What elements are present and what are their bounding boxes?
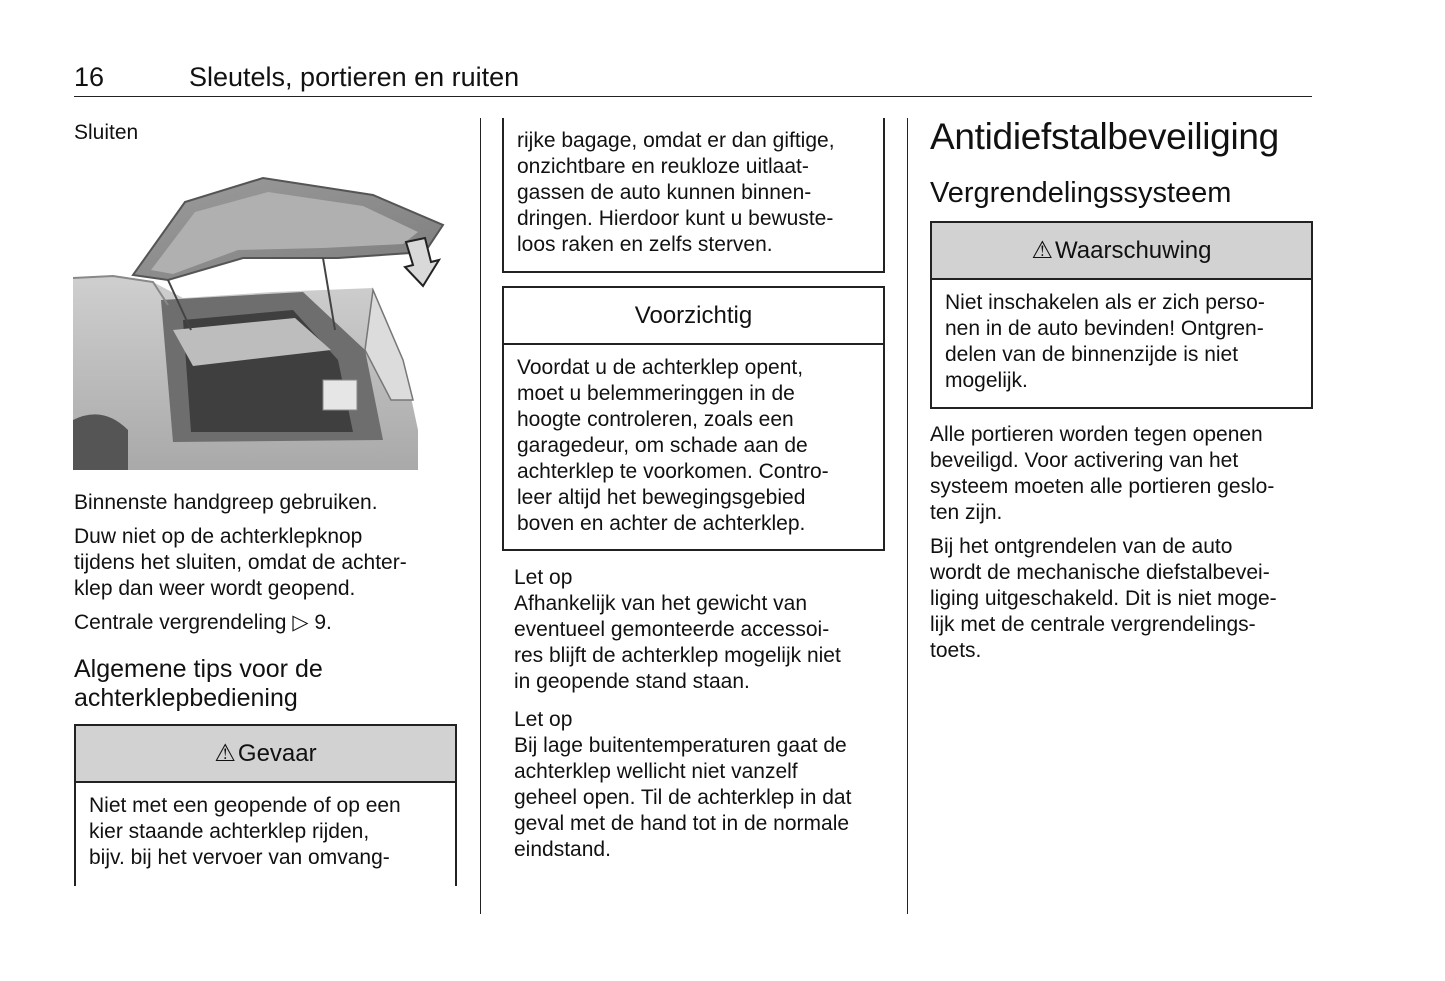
caution-box-title: Voorzichtig [634,301,753,329]
text-line: dringen. Hierdoor kunt u bewuste- [517,207,834,230]
danger-box-text [76,783,455,871]
text-line: mogelijk. [945,369,1028,392]
text-line: kier staande achterklep rijden, [89,820,370,843]
text-line: achterklep wellicht niet vanzelf [514,760,798,783]
warning-box-text [932,280,1311,394]
text-line: Alle portieren worden tegen openen [930,423,1263,446]
text-line: boven en achter de achterklep. [517,512,806,535]
warning-triangle-icon: ⚠ [1031,237,1053,264]
text-line: beveiligd. Voor activering van het [930,449,1239,472]
note-1 [514,565,899,695]
text-line: leer altijd het bewegingsgebied [517,486,806,509]
text-line: systeem moeten alle portieren geslo- [930,475,1275,498]
text-line: tijdens het sluiten, omdat de achter- [74,551,407,574]
heading-line: achterklepbediening [74,684,298,712]
caution-box-header [504,288,883,345]
chapter-title: Sleutels, portieren en ruiten [189,62,520,92]
tailgate-illustration [73,170,451,470]
paragraph-inner-handle: Binnenste handgreep gebruiken. [74,491,378,514]
text-line: Bij lage buitentemperaturen gaat de [514,734,847,757]
text-line: nen in de auto bevinden! Ontgren- [945,317,1264,340]
note-2 [514,707,899,863]
header-rule [74,96,1312,97]
text-line: bijv. bij het vervoer van omvang- [89,846,390,869]
text-line: onzichtbare en reukloze uitlaat- [517,155,809,178]
text-line: Voordat u de achterklep opent, [517,356,804,379]
paragraph-do-not-push [74,524,464,602]
heading-line: Algemene tips voor de [74,655,323,683]
text-line: geval met de hand tot in de normale [514,812,850,835]
warning-triangle-icon: ⚠ [214,740,236,767]
danger-box-continued [502,118,885,273]
section-heading-tips [74,655,464,713]
text-line: lijk met de centrale vergrendelings- [930,613,1256,636]
text-line: in geopende stand staan. [514,670,750,693]
danger-box [74,724,457,886]
text-line: liging uitgeschakeld. Dit is niet moge- [930,587,1277,610]
text-line: achterklep te voorkomen. Contro- [517,460,829,483]
caution-box-text [504,345,883,537]
column-divider-2 [907,118,908,914]
text-line: ten zijn. [930,501,1003,524]
note-title: Let op [514,566,573,589]
text-line: eindstand. [514,838,611,861]
text-line: gassen de auto kunnen binnen- [517,181,812,204]
paragraph-unlocking [930,534,1320,664]
text-line: toets. [930,639,982,662]
danger-box-title: Gevaar [237,739,317,767]
text-line: klep dan weer wordt geopend. [74,577,356,600]
text-line: Bij het ontgrendelen van de auto [930,535,1233,558]
warning-box-title: Waarschuwing [1055,236,1212,264]
section-title-anti-theft: Antidiefstalbeveiliging [930,116,1279,157]
paragraph-all-doors-secured [930,422,1320,526]
text-line: eventueel gemonteerde accessoi- [514,618,830,641]
page-number: 16 [74,62,105,92]
text-line: moet u belemmeringgen in de [517,382,795,405]
text-line: garagedeur, om schade aan de [517,434,808,457]
text-line: res blijft de achterklep mogelijk niet [514,644,841,667]
page-reference-arrow-icon: ▷ [292,611,309,634]
text-line: Centrale vergrendeling [74,611,287,634]
danger-box-continued-text [504,118,883,258]
paragraph-central-locking [74,610,464,636]
text-line: Afhankelijk van het gewicht van [514,592,808,615]
warning-box [930,221,1313,409]
column-divider-1 [480,118,481,914]
page-reference[interactable]: 9. [314,611,332,634]
caution-box [502,286,885,551]
section-subtitle-locking-system: Vergrendelingssysteem [930,177,1232,209]
text-line: rijke bagage, omdat er dan giftige, [517,129,835,152]
text-line: wordt de mechanische diefstalbevei- [930,561,1270,584]
text-line: Niet met een geopende of op een [89,794,401,817]
text-line: geheel open. Til de achterklep in dat [514,786,852,809]
danger-box-header [76,726,455,783]
note-title: Let op [514,708,573,731]
text-line: hoogte controleren, zoals een [517,408,794,431]
text-line: Niet inschakelen als er zich perso- [945,291,1265,314]
warning-box-header [932,223,1311,280]
section-subheading: Sluiten [74,121,139,144]
text-line: Duw niet op de achterklepknop [74,525,363,548]
text-line: delen van de binnenzijde is niet [945,343,1239,366]
text-line: loos raken en zelfs sterven. [517,233,773,256]
